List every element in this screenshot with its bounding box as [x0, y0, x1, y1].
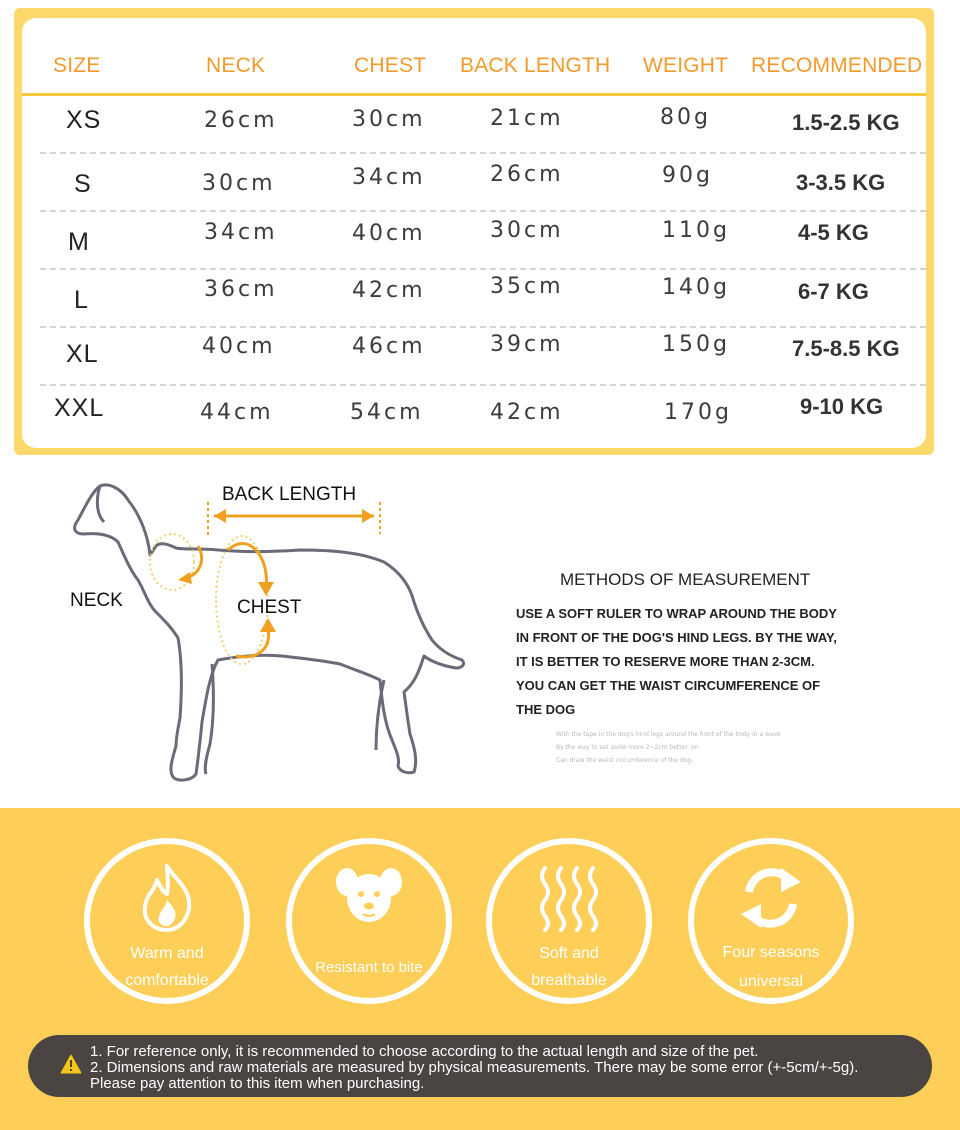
measurement-diagram [0, 460, 960, 805]
feature-breathable [486, 838, 652, 1004]
table-row [40, 96, 926, 154]
size-chart-header [22, 18, 926, 96]
cell-chest: 30cm [352, 107, 426, 132]
cell-weight: 170g [664, 400, 732, 425]
methods-line: YOU CAN GET THE WAIST CIRCUMFERENCE OF [516, 678, 821, 693]
feature-bite-line1: Resistant to bite [315, 959, 423, 976]
methods-small-line: With the tape in the dog's hind legs around the front of the body in a week [556, 731, 781, 738]
feature-warm-line2: comfortable [125, 972, 209, 989]
cell-chest: 34cm [352, 165, 426, 190]
cell-recommended: 1.5-2.5 KG [792, 110, 900, 135]
chest-label: CHEST [237, 597, 302, 618]
cell-chest: 42cm [352, 278, 426, 303]
features-band [0, 808, 960, 1130]
cell-chest: 54cm [350, 400, 424, 425]
header-weight: WEIGHT [643, 54, 729, 77]
notice-line: Please pay attention to this item when purchasing. [90, 1075, 425, 1092]
cell-weight: 80g [660, 105, 711, 130]
cell-size: XL [66, 340, 99, 368]
dog-outline-illustration [0, 460, 480, 805]
table-row [40, 270, 926, 328]
cell-recommended: 3-3.5 KG [796, 170, 886, 195]
methods-title: METHODS OF MEASUREMENT [560, 570, 811, 589]
methods-line: THE DOG [516, 702, 576, 717]
notice-line: 1. For reference only, it is recommended to choose according to the actual length and size of the pet. [90, 1043, 759, 1060]
methods-line: USE A SOFT RULER TO WRAP AROUND THE BODY [516, 606, 837, 621]
cell-neck: 36cm [204, 277, 278, 302]
cell-back-length: 35cm [490, 274, 564, 299]
cell-back-length: 21cm [490, 106, 564, 131]
cell-recommended: 4-5 KG [798, 220, 869, 245]
header-back-length: BACK LENGTH [460, 54, 611, 77]
cell-neck: 26cm [204, 108, 278, 133]
feature-four-seasons-line1: Four seasons [722, 944, 820, 961]
cell-size: L [74, 286, 89, 314]
cell-weight: 140g [662, 275, 730, 300]
feature-warm-line1: Warm and [130, 945, 204, 962]
table-row [40, 386, 926, 448]
cell-recommended: 7.5-8.5 KG [792, 336, 900, 361]
feature-four-seasons [688, 838, 854, 1004]
cell-neck: 40cm [202, 334, 276, 359]
header-neck: NECK [206, 54, 266, 77]
cell-chest: 46cm [352, 334, 426, 359]
cell-weight: 110g [662, 218, 730, 243]
cell-chest: 40cm [352, 221, 426, 246]
cell-weight: 150g [662, 332, 730, 357]
table-row [40, 328, 926, 386]
header-recommended: RECOMMENDED [751, 54, 923, 77]
methods-line: IN FRONT OF THE DOG'S HIND LEGS. BY THE WAY, [516, 630, 837, 645]
feature-warm [84, 838, 250, 1004]
cell-size: XXL [54, 394, 105, 422]
cell-size: XS [66, 106, 102, 134]
size-chart-frame [14, 8, 934, 455]
cell-recommended: 6-7 KG [798, 279, 869, 304]
size-chart-table [22, 18, 926, 448]
methods-small-line: By the way to set aside more 2~2cm better. on [556, 744, 699, 751]
cell-back-length: 26cm [490, 162, 564, 187]
neck-label: NECK [70, 590, 123, 611]
notice-banner [28, 1035, 932, 1097]
refresh-cycle-icon [735, 862, 807, 934]
feature-breathable-line1: Soft and [539, 945, 599, 962]
flame-icon [131, 862, 203, 934]
cell-size: M [68, 228, 90, 256]
cell-weight: 90g [662, 163, 713, 188]
dog-face-icon [333, 862, 405, 934]
cell-back-length: 30cm [490, 218, 564, 243]
wave-lines-icon [533, 862, 605, 934]
cell-neck: 44cm [200, 400, 274, 425]
notice-line: 2. Dimensions and raw materials are measured by physical measurements. There may be some error (+-5cm/+-5g). [90, 1059, 859, 1076]
cell-neck: 30cm [202, 171, 276, 196]
warning-icon [60, 1054, 82, 1074]
cell-back-length: 39cm [490, 332, 564, 357]
header-size: SIZE [53, 54, 101, 77]
cell-neck: 34cm [204, 220, 278, 245]
feature-bite [286, 838, 452, 1004]
feature-breathable-line2: breathable [531, 972, 607, 989]
methods-small-line: Can draw the waist circumference of the dog. [556, 757, 694, 764]
table-row [40, 212, 926, 270]
feature-four-seasons-line2: universal [738, 973, 804, 990]
cell-back-length: 42cm [490, 400, 564, 425]
cell-size: S [74, 170, 92, 198]
cell-recommended: 9-10 KG [800, 394, 884, 419]
back-length-label: BACK LENGTH [222, 484, 357, 505]
table-row [40, 154, 926, 212]
header-chest: CHEST [354, 54, 427, 77]
methods-line: IT IS BETTER TO RESERVE MORE THAN 2-3CM. [516, 654, 815, 669]
